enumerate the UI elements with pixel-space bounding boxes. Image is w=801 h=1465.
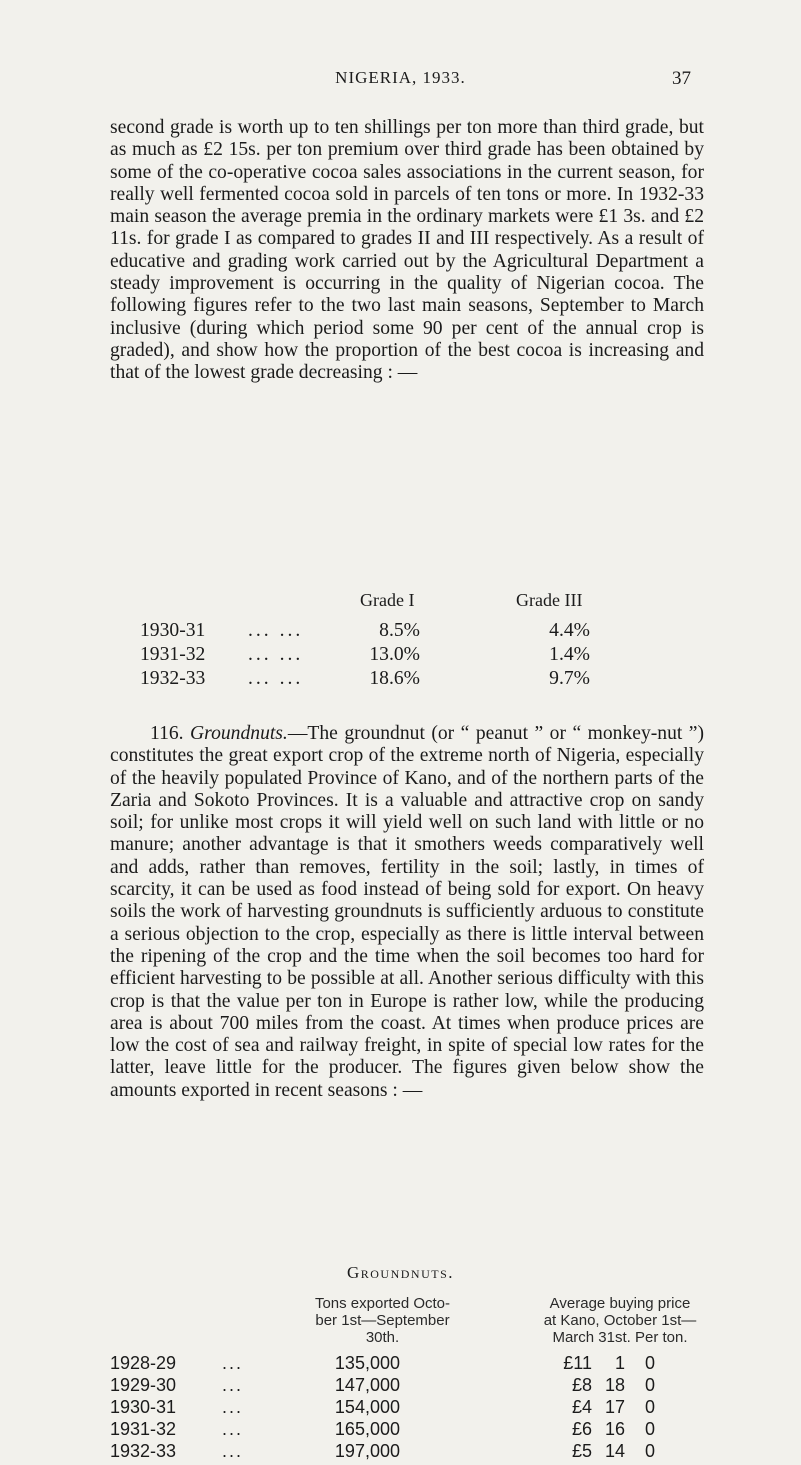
table-row	[110, 620, 704, 644]
grade-3-value: 4.4%	[549, 620, 590, 641]
grade-1-value: 13.0%	[369, 644, 420, 665]
table-row	[0, 1375, 801, 1399]
price-shillings: 18	[604, 1375, 625, 1395]
season: 1932-33	[140, 668, 206, 689]
season: 1931-32	[140, 644, 206, 665]
table-row	[0, 1353, 801, 1377]
paragraph-groundnuts	[110, 723, 704, 1102]
price-shillings: 17	[604, 1397, 625, 1417]
table-row	[0, 1397, 801, 1421]
page-header	[0, 68, 801, 94]
season: 1930-31	[140, 620, 206, 641]
tons-exported: 154,000	[334, 1397, 400, 1417]
price-pence: 0	[644, 1375, 655, 1395]
leader-dots: ...	[222, 1353, 244, 1373]
section-number: 116.	[150, 723, 184, 744]
column-header-grade-1: Grade I	[360, 590, 415, 610]
leader-dots: ... ...	[248, 620, 304, 641]
table-row	[110, 668, 704, 692]
table-row	[0, 1419, 801, 1443]
season: 1930-31	[110, 1397, 177, 1417]
price-pounds: £5	[571, 1441, 592, 1461]
season: 1931-32	[110, 1419, 177, 1439]
table-row	[0, 1441, 801, 1465]
column-header-grade-3: Grade III	[516, 590, 583, 610]
section-text: —The groundnut (or “ peanut ” or “ monkey-nut ”) constitutes the great export crop of the extreme north of Nigeria, especially of the heavily populated Province of Kano, and of the northern parts of the Zaria and Sokoto Provinces. It is a valuable and attractive crop on sandy soil; for unlike most crops it will yield well on such land with little or no manure; another advantage is that it smothers weeds comparatively well and adds, rather than removes, fertility in the soil; lastly, in times of scarcity, it can be used as food instead of being sold for export. On heavy soils the work of harvesting groundnuts is sufficiently arduous to constitute a serious objection to the crop, especially as there is little interval between the ripening of the crop and the time when the soil becomes too hard for efficient harvesting to be possible at all. Another serious difficulty with this crop is that the value per ton in Europe is rather low, while the producing area is about 700 miles from the coast. At times when produce prices are low the cost of sea and railway freight, in spite of special low rates for the latter, leave little for the producer. The figures given below show the amounts exported in recent seasons : —	[110, 723, 704, 1101]
season: 1932-33	[110, 1441, 177, 1461]
column-header-tons: Tons exported Octo- ber 1st—September 30th.	[314, 1295, 451, 1346]
grade-3-value: 1.4%	[549, 644, 590, 665]
tons-exported: 197,000	[334, 1441, 400, 1461]
price-pence: 0	[644, 1397, 655, 1417]
paragraph-cocoa-grading: second grade is worth up to ten shillings per ton more than third grade, but as much as £2 15s. per ton premium over third grade has been obtained by some of the co-operative cocoa sales associations in the current season, for really well fermented cocoa sold in parcels of ten tons or more. In 1932-33 main season the average premia in the ordinary markets were £1 3s. and £2 11s. for grade I as compared to grades II and III respectively. As a result of educative and grading work carried out by the Agricultural Department a steady improvement is occurring in the quality of Nigerian cocoa. The following figures refer to the two last main seasons, September to March inclusive (during which period some 90 per cent of the annual crop is graded), and show how the proportion of the best cocoa is increasing and that of the lowest grade decreasing : —	[110, 117, 704, 384]
price-pounds: £4	[571, 1397, 592, 1417]
price-pounds: £6	[571, 1419, 592, 1439]
season: 1929-30	[110, 1375, 177, 1395]
section-title: Groundnuts.	[190, 723, 288, 744]
leader-dots: ... ...	[248, 644, 304, 665]
leader-dots: ...	[222, 1375, 244, 1395]
groundnut-table-title: Groundnuts.	[346, 1263, 455, 1282]
leader-dots: ... ...	[248, 668, 304, 689]
grade-1-value: 8.5%	[379, 620, 420, 641]
leader-dots: ...	[222, 1397, 244, 1417]
price-shillings: 1	[614, 1353, 625, 1373]
column-header-price: Average buying price at Kano, October 1st— March 31st. Per ton.	[543, 1295, 697, 1346]
leader-dots: ...	[222, 1441, 244, 1461]
grade-1-value: 18.6%	[369, 668, 420, 689]
price-pence: 0	[644, 1441, 655, 1461]
grade-3-value: 9.7%	[549, 668, 590, 689]
price-pence: 0	[644, 1419, 655, 1439]
tons-exported: 165,000	[334, 1419, 400, 1439]
price-shillings: 14	[604, 1441, 625, 1461]
price-pounds: £8	[571, 1375, 592, 1395]
price-pence: 0	[644, 1353, 655, 1373]
running-title: NIGERIA, 1933.	[335, 68, 466, 87]
leader-dots: ...	[222, 1419, 244, 1439]
table-row	[110, 644, 704, 668]
tons-exported: 135,000	[334, 1353, 400, 1373]
page-number: 37	[672, 68, 691, 89]
price-shillings: 16	[604, 1419, 625, 1439]
season: 1928-29	[110, 1353, 177, 1373]
price-pounds: £11	[563, 1353, 592, 1373]
tons-exported: 147,000	[334, 1375, 400, 1395]
